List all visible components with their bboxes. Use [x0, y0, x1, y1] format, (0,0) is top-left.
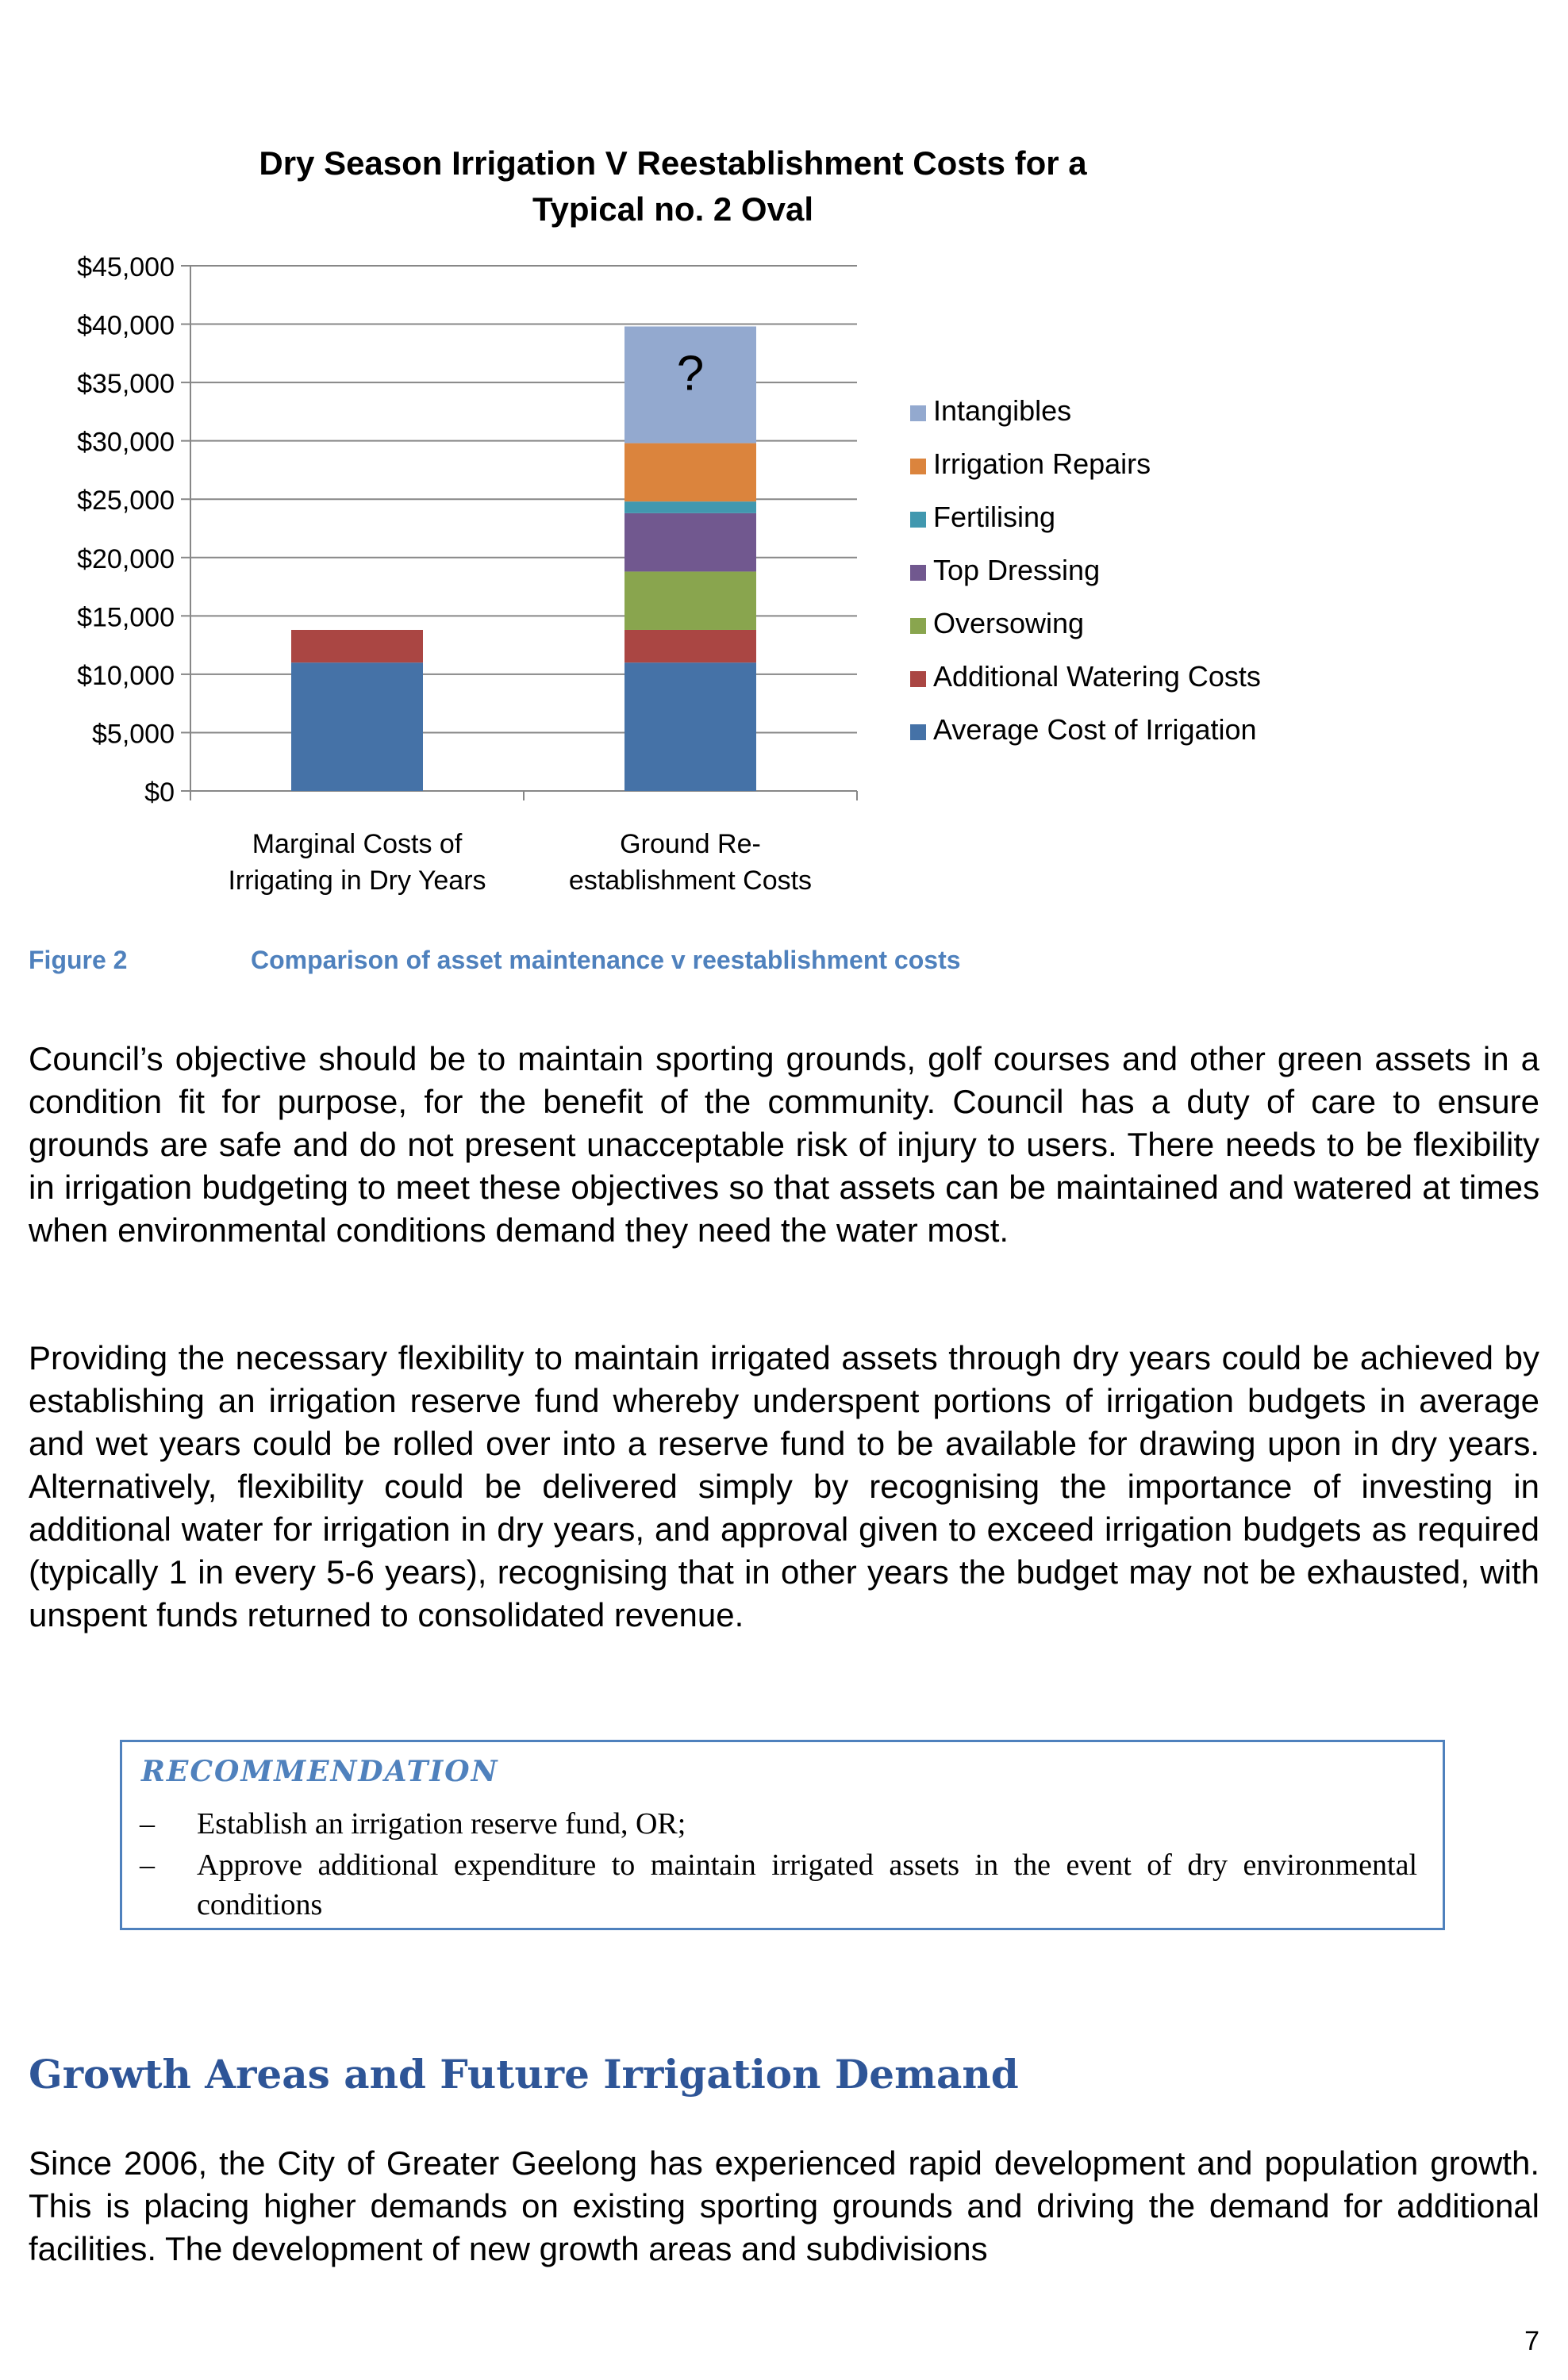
bar-segment [291, 630, 423, 662]
legend-swatch [910, 565, 926, 581]
cost-comparison-chart [0, 119, 1568, 912]
legend-label: Oversowing [933, 607, 1085, 639]
bar-segment [625, 662, 756, 791]
bar-segment [625, 630, 756, 662]
legend-label: Additional Watering Costs [933, 660, 1261, 693]
legend-label: Average Cost of Irrigation [933, 713, 1257, 746]
x-axis [190, 791, 857, 896]
y-tick-label: $35,000 [77, 369, 175, 400]
legend-swatch [910, 671, 926, 687]
legend-swatch [910, 512, 926, 528]
figure-caption [29, 946, 1536, 977]
recommendation-item-text: Approve additional expenditure to maintain irrigated assets in the event of dry environmental conditions [197, 1848, 1417, 1921]
legend-swatch [910, 459, 926, 474]
x-tick-label: Marginal Costs of [252, 829, 463, 859]
dash-bullet: – [140, 1848, 155, 1882]
recommendation-item-text: Establish an irrigation reserve fund, OR; [197, 1807, 686, 1841]
y-axis [77, 252, 190, 808]
figure-caption-text: Comparison of asset maintenance v reestablishment costs [251, 946, 961, 974]
y-tick-label: $0 [144, 777, 175, 808]
legend-swatch [910, 618, 926, 634]
y-tick-label: $45,000 [77, 252, 175, 282]
chart-title-line: Dry Season Irrigation V Reestablishment Costs for a [259, 144, 1087, 182]
y-tick-label: $15,000 [77, 602, 175, 633]
chart-title-line: Typical no. 2 Oval [532, 190, 814, 228]
bar-segment [625, 501, 756, 513]
chart-title [259, 144, 1087, 228]
legend-swatch [910, 724, 926, 740]
x-tick-label: Irrigating in Dry Years [228, 866, 486, 896]
recommendation-box [120, 1740, 1445, 1930]
bar-segment [291, 662, 423, 791]
page-number: 7 [1524, 2326, 1539, 2356]
y-tick-label: $20,000 [77, 543, 175, 574]
y-tick-label: $25,000 [77, 486, 175, 516]
chart-annotations [677, 346, 704, 401]
legend-label: Fertilising [933, 501, 1056, 533]
x-tick-label: establishment Costs [568, 866, 813, 896]
recommendation-item [140, 1804, 1417, 1845]
y-tick-label: $5,000 [92, 719, 175, 750]
legend-swatch [910, 405, 926, 421]
bar-annotation: ? [676, 346, 705, 401]
y-tick-label: $30,000 [77, 427, 175, 458]
recommendation-item [140, 1845, 1417, 1925]
bar-segment [625, 513, 756, 572]
legend-label: Irrigation Repairs [933, 447, 1151, 480]
y-tick-label: $10,000 [77, 660, 175, 691]
x-tick-label: Ground Re- [620, 829, 761, 859]
body-paragraph-growth: Since 2006, the City of Greater Geelong has experienced rapid development and population growth. This is placing higher demands on existing sporting grounds and driving the demand for additional facilities. The development of new growth areas and subdivisions [29, 2144, 1539, 2267]
legend-label: Top Dressing [933, 554, 1101, 586]
body-paragraph-flexibility: Providing the necessary flexibility to maintain irrigated assets through dry years could be achieved by establishing an irrigation reserve fund whereby underspent portions of irrigation budgets in average and wet years could be rolled over into a reserve fund to be available for drawing upon in dry years. Alternatively, flexibility could be delivered simply by recognising the importance of investing in additional water for irrigation in dry years, and approval given to exceed irrigation budgets as required (typically 1 in every 5-6 years), recognising that in other years the budget may not be exhausted, with unspent funds returned to consolidated revenue. [29, 1339, 1539, 1633]
legend-label: Intangibles [933, 394, 1072, 427]
dash-bullet: – [140, 1807, 155, 1841]
grid-lines [190, 266, 857, 732]
section-heading: Growth Areas and Future Irrigation Demand [29, 2051, 1019, 2098]
recommendation-title: RECOMMENDATION [141, 1755, 499, 1788]
figure-number: Figure 2 [29, 946, 128, 974]
body-paragraph-objective: Council’s objective should be to maintain sporting grounds, golf courses and other green assets in a condition fit for purpose, for the benefit of the community. Council has a duty of care to ensure grounds are safe and do not present unacceptable risk of injury to users. There needs to be flexibility in irrigation budgeting to meet these objectives so that assets can be maintained and watered at times when environmental conditions demand they need the water most. [29, 1040, 1539, 1249]
y-tick-label: $40,000 [77, 310, 175, 341]
bar-segment [625, 571, 756, 630]
chart-legend [910, 394, 1261, 746]
bar-segment [625, 443, 756, 502]
